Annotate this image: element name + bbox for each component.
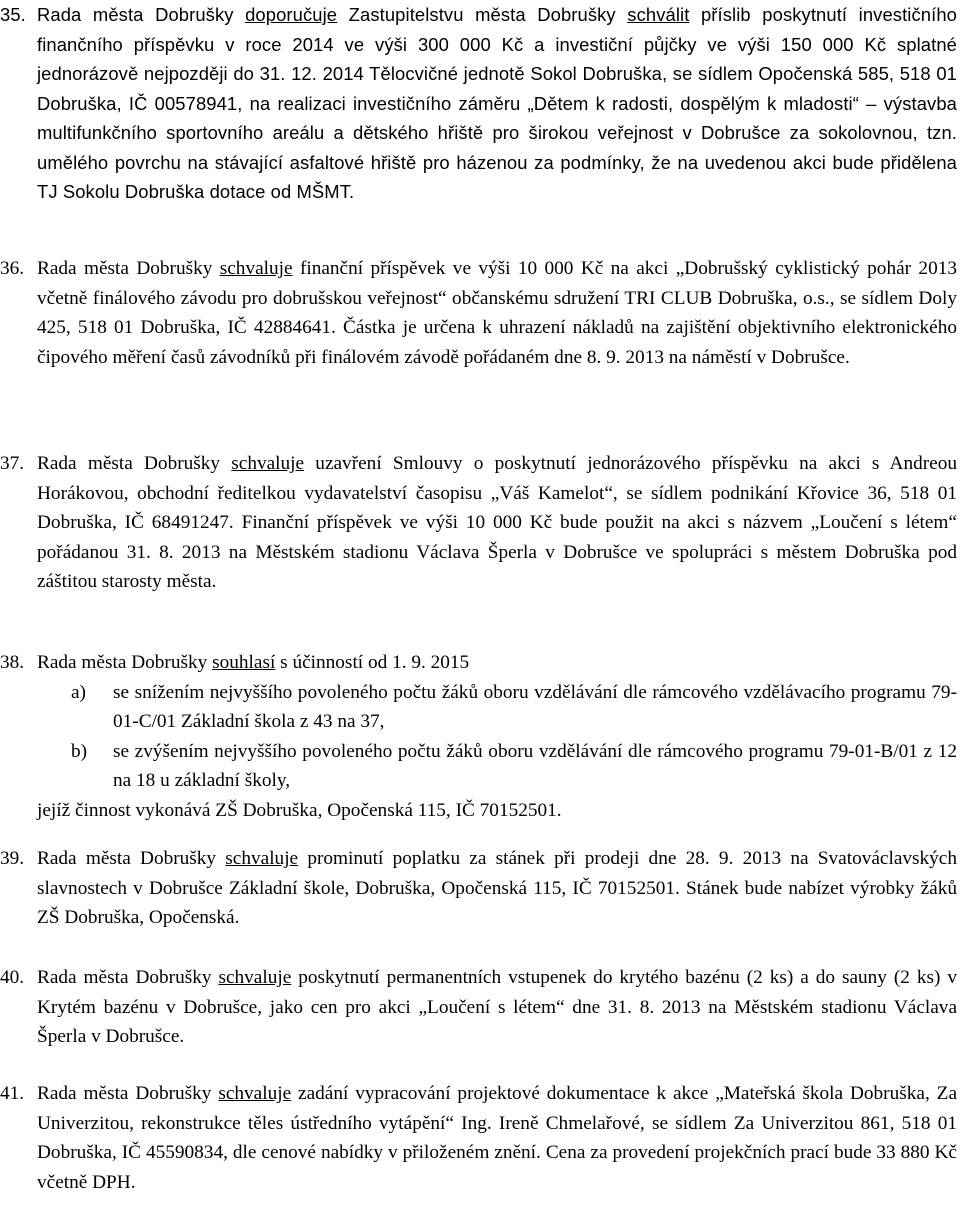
item-number: 35. <box>0 4 26 25</box>
item-intro: Rada města Dobrušky <box>37 967 219 988</box>
item-text <box>37 844 957 933</box>
item-verb-secondary: schválit <box>627 4 690 25</box>
resolution-39 <box>0 844 957 933</box>
item-body: poskytnutí permanentních vstupenek do krytého bazénu (2 ks) a do sauny (2 ks) v Krytém bazénu v Dobrušce, jako cen pro akci „Loučení s létem“ dne 31. 8. 2013 na Městském stadionu Václava Šperla v Dobrušce. <box>37 967 958 1047</box>
item-text <box>37 963 957 1052</box>
item-verb: schvaluje <box>218 1083 292 1104</box>
list-item <box>37 737 957 796</box>
resolution-40 <box>0 963 957 1052</box>
list-item-label: a) <box>71 681 86 703</box>
item-verb: doporučuje <box>245 4 338 25</box>
list-item-label: b) <box>71 740 88 762</box>
item-body: prominutí poplatku za stánek při prodeji dne 28. 9. 2013 na Svatováclavských slavnostech v Dobrušce Základní škole, Dobruška, Opočenská 115, IČ 70152501. Stánek bude nabízet výrobky žáků ZŠ Dobruška, Opočenská. <box>37 848 958 928</box>
item-middle: Zastupitelstvu města Dobrušky <box>337 4 628 25</box>
list-item-text: se snížením nejvyššího povoleného počtu žáků oboru vzdělávání dle rámcového vzdělávacího programu 79-01-C/01 Základní škola z 43 na 37, <box>113 681 957 732</box>
item-intro: Rada města Dobrušky <box>37 848 226 869</box>
item-number: 37. <box>0 453 25 474</box>
item-body: uzavření Smlouvy o poskytnutí jednorázového příspěvku na akci s Andreou Horákovou, obchodní ředitelkou vydavatelství časopisu „Váš Kamelot“, se sídlem podnikání Křovice 36, 518 01 Dobruška, IČ 68491247. Finanční příspěvek ve výši 10 000 Kč bude použit na akci s názvem „Loučení s létem“ pořádanou 31. 8. 2013 na Městském stadionu Václava Šperla v Dobrušce ve spolupráci s městem Dobruška pod záštitou starosty města. <box>37 453 957 592</box>
item-verb: schvaluje <box>225 848 299 869</box>
item-intro: Rada města Dobrušky <box>37 258 220 279</box>
item-verb: schvaluje <box>231 453 305 474</box>
item-number: 38. <box>0 652 25 673</box>
resolution-37 <box>0 449 957 597</box>
resolution-36 <box>0 254 957 372</box>
item-number: 40. <box>0 967 25 988</box>
list-item <box>37 678 957 737</box>
item-text <box>37 0 957 207</box>
item-verb: souhlasí <box>212 652 276 673</box>
item-text <box>37 648 957 678</box>
item-intro: Rada města Dobrušky <box>37 453 232 474</box>
item-number: 41. <box>0 1083 25 1104</box>
item-number: 36. <box>0 258 25 279</box>
item-intro: Rada města Dobrušky <box>37 4 246 25</box>
item-intro: Rada města Dobrušky <box>37 652 213 673</box>
item-text <box>37 254 957 372</box>
item-body: finanční příspěvek ve výši 10 000 Kč na akci „Dobrušský cyklistický pohár 2013 včetně finálového závodu pro dobrušskou veřejnost“ občanskému sdružení TRI CLUB Dobruška, o.s., se sídlem Doly 425, 518 01 Dobruška, IČ 42884641. Částka je určena k uhrazení nákladů na zajištění objektivního elektronického čipového měření časů závodníků při finálovém závodě pořádaném dne 8. 9. 2013 na náměstí v Dobrušce. <box>37 258 957 368</box>
item-verb: schvaluje <box>219 258 293 279</box>
item-number: 39. <box>0 848 25 869</box>
item-closing: jejíž činnost vykonává ZŠ Dobruška, Opočenská 115, IČ 70152501. <box>37 799 562 821</box>
item-text <box>37 1079 957 1197</box>
resolution-35 <box>0 0 957 207</box>
list-item-text: se zvýšením nejvyššího povoleného počtu žáků oboru vzdělávání dle rámcového programu 79-01-B/01 z 12 na 18 u základní školy, <box>113 740 957 791</box>
item-intro: Rada města Dobrušky <box>37 1083 219 1104</box>
item-body: příslib poskytnutí investičního finančního příspěvku v roce 2014 ve výši 300 000 Kč a investiční půjčky ve výši 150 000 Kč splatné jednorázově nejpozději do 31. 12. 2014 Tělocvičné jednotě Sokol Dobruška, se sídlem Opočenská 585, 518 01 Dobruška, IČ 00578941, na realizaci investičního záměru „Dětem k radosti, dospělým k mladosti“ – výstavba multifunkčního sportovního areálu a dětského hřiště pro širokou veřejnost v Dobrušce za sokolovnou, tzn. umělého povrchu na stávající asfaltové hřiště pro házenou za podmínky, že na uvedenou akci bude přidělena TJ Sokolu Dobruška dotace od MŠMT. <box>37 4 957 202</box>
resolution-38 <box>0 648 957 825</box>
item-body: s účinností od 1. 9. 2015 <box>275 652 470 673</box>
item-verb: schvaluje <box>218 967 292 988</box>
item-text <box>37 449 957 597</box>
resolution-41 <box>0 1079 957 1197</box>
item-body: zadání vypracování projektové dokumentace k akce „Mateřská škola Dobruška, Za Univerzitou, rekonstrukce těles ústředního vytápění“ Ing. Ireně Chmelařové, se sídlem Za Univerzitou 861, 518 01 Dobruška, IČ 45590834, dle cenové nabídky v přiloženém znění. Cena za provedení projekčních prací bude 33 880 Kč včetně DPH. <box>37 1083 957 1193</box>
